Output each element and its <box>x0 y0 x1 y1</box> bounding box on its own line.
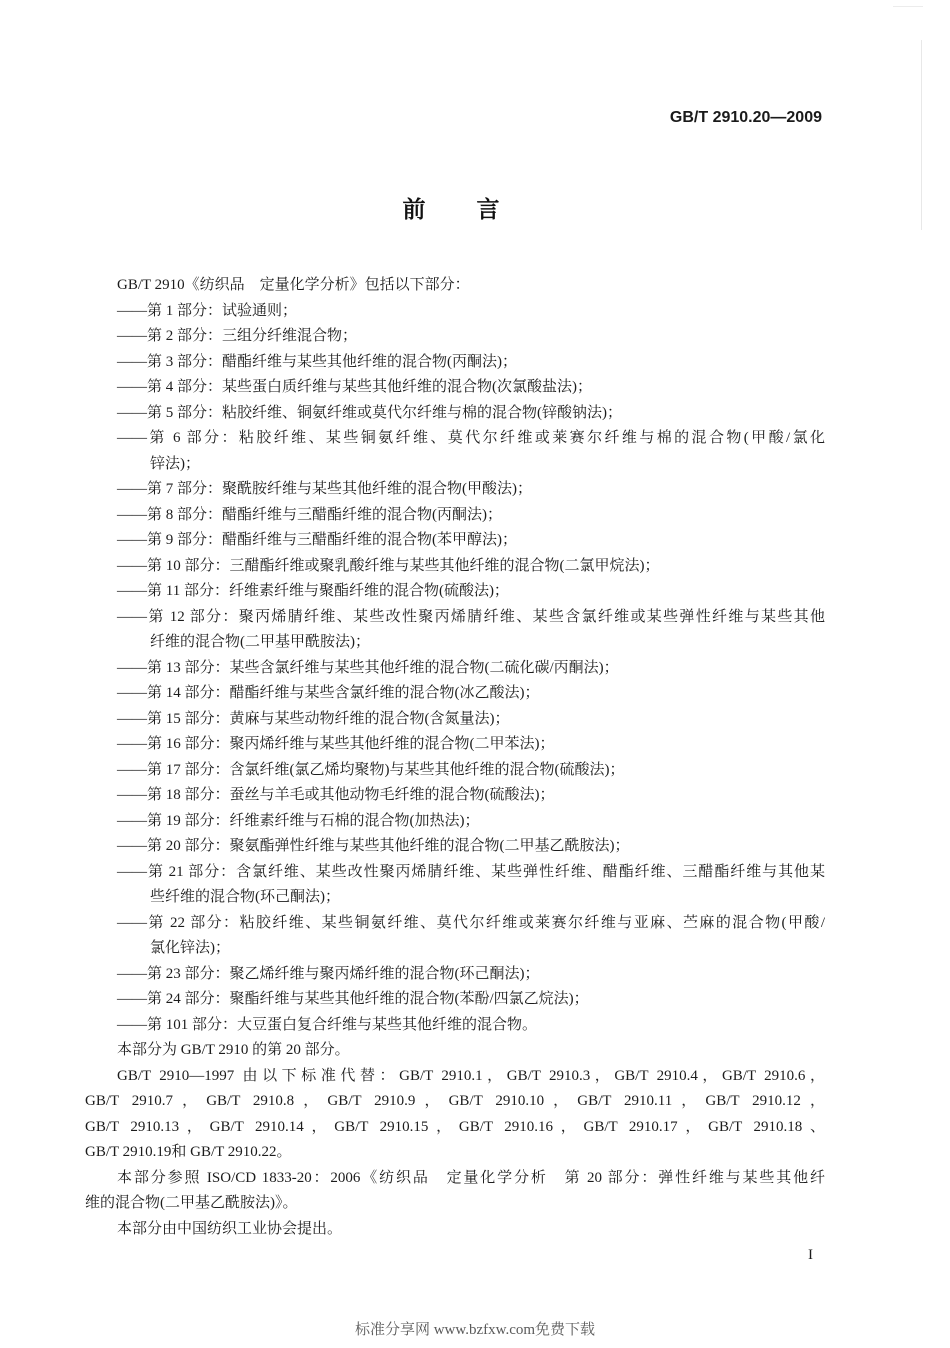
part-21-continuation: 些纤维的混合物(环己酮法)； <box>150 889 340 905</box>
replacement-line-2: GB/T 2910.7，GB/T 2910.8，GB/T 2910.9，GB/T 2910.10，GB/T 2910.11，GB/T 2910.12， <box>85 1093 825 1109</box>
replacement-line-4: GB/T 2910.19和 GB/T 2910.22。 <box>85 1144 292 1160</box>
part-14-item: ——第 14 部分：醋酯纤维与某些含氯纤维的混合物(冰乙酸法)； <box>117 685 540 701</box>
part-101-item: ——第 101 部分：大豆蛋白复合纤维与某些其他纤维的混合物。 <box>117 1016 538 1033</box>
part-06-continuation: 锌法)； <box>150 455 200 472</box>
part-15-item: ——第 15 部分：黄麻与某些动物纤维的混合物(含氮量法)； <box>117 710 510 727</box>
part-21-item <box>85 860 825 911</box>
part-16-item: ——第 16 部分：聚丙烯纤维与某些其他纤维的混合物(二甲苯法)； <box>117 736 555 752</box>
part-10-item: ——第 10 部分：三醋酯纤维或聚乳酸纤维与某些其他纤维的混合物(二氯甲烷法)； <box>117 557 660 574</box>
part-19-item: ——第 19 部分：纤维素纤维与石棉的混合物(加热法)； <box>117 812 480 829</box>
part-17-item: ——第 17 部分：含氯纤维(氯乙烯均聚物)与某些其他纤维的混合物(硫酸法)； <box>117 761 625 778</box>
part-06-line: ——第 6 部分：粘胶纤维、某些铜氨纤维、莫代尔纤维或莱赛尔纤维与棉的混合物(甲酸/氯化 <box>117 430 825 446</box>
foreword-body <box>85 273 825 1242</box>
reference-paragraph <box>85 1166 825 1217</box>
reference-line-1: 本部分参照 ISO/CD 1833-20：2006《纺织品 定量化学分析 第 20 部分：弹性纤维与某些其他纤 <box>117 1169 825 1186</box>
parts-list <box>85 299 825 1039</box>
page-title: 前 言 <box>402 197 514 223</box>
reference-line-2: 维的混合物(二甲基乙酰胺法)》。 <box>85 1195 298 1211</box>
part-06-item <box>85 426 825 477</box>
scan-artifact-mark <box>893 6 923 7</box>
page-number: I <box>808 1247 813 1263</box>
part-24-item: ——第 24 部分：聚酯纤维与某些其他纤维的混合物(苯酚/四氯乙烷法)； <box>117 991 589 1007</box>
standard-number-header: GB/T 2910.20—2009 <box>669 109 822 126</box>
scan-artifact-line <box>921 40 922 230</box>
part-20-item: ——第 20 部分：聚氨酯弹性纤维与某些其他纤维的混合物(二甲基乙酰胺法)； <box>117 838 630 854</box>
part-12-line: ——第 12 部分：聚丙烯腈纤维、某些改性聚丙烯腈纤维、某些含氯纤维或某些弹性纤维与某些其他 <box>117 608 825 625</box>
part-13-item: ——第 13 部分：某些含氯纤维与某些其他纤维的混合物(二硫化碳/丙酮法)； <box>117 659 619 676</box>
part-22-continuation: 氯化锌法)； <box>150 940 230 956</box>
replacement-paragraph <box>85 1064 825 1166</box>
part-11-item: ——第 11 部分：纤维素纤维与聚酯纤维的混合物(硫酸法)； <box>117 583 509 599</box>
part-12-continuation: 纤维的混合物(二甲基甲酰胺法)； <box>150 634 370 650</box>
part-02-item: ——第 2 部分：三组分纤维混合物； <box>117 328 358 344</box>
replacement-line-1: GB/T 2910—1997 由以下标准代替：GB/T 2910.1，GB/T 2910.3，GB/T 2910.4，GB/T 2910.6， <box>117 1067 825 1084</box>
part-12-item <box>85 605 825 656</box>
intro-line: GB/T 2910《纺织品 定量化学分析》包括以下部分： <box>117 277 470 293</box>
part-statement-paragraph: 本部分为 GB/T 2910 的第 20 部分。 <box>117 1042 350 1058</box>
footer-watermark: 标准分享网 www.bzfxw.com免费下载 <box>354 1322 596 1338</box>
part-22-line: ——第 22 部分：粘胶纤维、某些铜氨纤维、莫代尔纤维或莱赛尔纤维与亚麻、苎麻的混合物(甲酸/ <box>117 914 825 931</box>
part-08-item: ——第 8 部分：醋酯纤维与三醋酯纤维的混合物(丙酮法)； <box>117 506 502 523</box>
part-04-item: ——第 4 部分：某些蛋白质纤维与某些其他纤维的混合物(次氯酸盐法)； <box>117 379 592 395</box>
part-23-item: ——第 23 部分：聚乙烯纤维与聚丙烯纤维的混合物(环己酮法)； <box>117 965 540 982</box>
part-09-item: ——第 9 部分：醋酯纤维与三醋酯纤维的混合物(苯甲醇法)； <box>117 532 517 548</box>
part-21-line: ——第 21 部分：含氯纤维、某些改性聚丙烯腈纤维、某些弹性纤维、醋酯纤维、三醋酯纤维与其他某 <box>117 863 825 880</box>
part-22-item <box>85 911 825 962</box>
part-18-item: ——第 18 部分：蚕丝与羊毛或其他动物毛纤维的混合物(硫酸法)； <box>117 787 555 803</box>
replacement-line-3: GB/T 2910.13，GB/T 2910.14，GB/T 2910.15，GB/T 2910.16，GB/T 2910.17，GB/T 2910.18、 <box>85 1118 825 1135</box>
part-05-item: ——第 5 部分：粘胶纤维、铜氨纤维或莫代尔纤维与棉的混合物(锌酸钠法)； <box>117 404 622 421</box>
proposer-paragraph: 本部分由中国纺织工业协会提出。 <box>117 1220 343 1237</box>
part-01-item: ——第 1 部分：试验通则； <box>117 302 298 319</box>
part-03-item: ——第 3 部分：醋酯纤维与某些其他纤维的混合物(丙酮法)； <box>117 353 517 370</box>
part-07-item: ——第 7 部分：聚酰胺纤维与某些其他纤维的混合物(甲酸法)； <box>117 481 532 497</box>
